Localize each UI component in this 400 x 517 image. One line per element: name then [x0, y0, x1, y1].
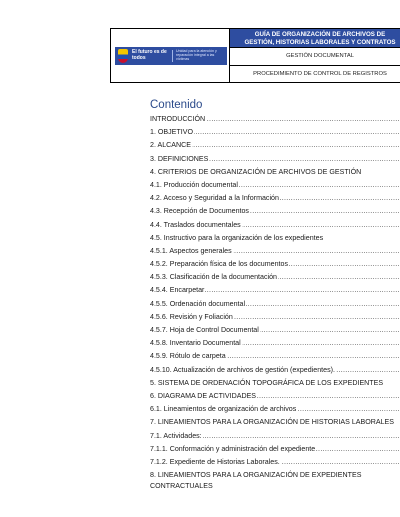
- toc-entry[interactable]: 7.1.2. Expediente de Historias Laborales. .....: [150, 456, 400, 469]
- toc-entry[interactable]: 4.5.1. Aspectos generales .....: [150, 245, 400, 258]
- toc-entry[interactable]: 4.5.9. Rótulo de carpeta .....: [150, 350, 400, 363]
- toc-entry[interactable]: 4.3. Recepción de Documentos .....: [150, 205, 400, 218]
- document-header: [110, 28, 400, 83]
- toc-entry[interactable]: 4.5.4. Encarpetar .....: [150, 284, 400, 297]
- logo-slogan: El futuro es de todos: [132, 49, 167, 61]
- document-title-line1: GUÍA DE ORGANIZACIÓN DE ARCHIVOS DE: [254, 31, 386, 38]
- toc-entry[interactable]: 3. DEFINICIONES .....: [150, 153, 400, 166]
- document-title-line2: GESTIÓN, HISTORIAS LABORALES Y CONTRATOS: [244, 38, 396, 46]
- toc-entry[interactable]: 7.1. Actividades: .....: [150, 430, 400, 443]
- procedure-name: PROCEDIMIENTO DE CONTROL DE REGISTROS: [230, 65, 400, 83]
- toc-entry[interactable]: 1. OBJETIVO .....: [150, 126, 400, 139]
- process-name: GESTIÓN DOCUMENTAL: [230, 47, 400, 65]
- toc-entry[interactable]: 6. DIAGRAMA DE ACTIVIDADES .....: [150, 390, 400, 403]
- table-of-contents: [150, 113, 400, 491]
- toc-entry[interactable]: 4.4. Traslados documentales .....: [150, 219, 400, 232]
- coat-of-arms-icon: [118, 49, 128, 63]
- government-logo: [115, 47, 227, 65]
- toc-entry[interactable]: 4.5.2. Preparación física de los documentos .....: [150, 258, 400, 271]
- toc-entry[interactable]: 6.1. Lineamientos de organización de archivos .....: [150, 403, 400, 416]
- toc-entry[interactable]: 4.5. Instructivo para la organización de los expedientes: [150, 233, 324, 242]
- toc-entry[interactable]: 4.5.8. Inventario Documental .....: [150, 337, 400, 350]
- toc-entry[interactable]: 4.5.7. Hoja de Control Documental .....: [150, 324, 400, 337]
- logo-cell: [110, 28, 230, 83]
- toc-entry[interactable]: INTRODUCCIÓN .....: [150, 113, 400, 126]
- document-title: [230, 28, 400, 47]
- toc-entry[interactable]: 8. LINEAMIENTOS PARA LA ORGANIZACIÓN DE EXPEDIENTES CONTRACTUALES: [150, 471, 362, 490]
- logo-divider: [172, 50, 173, 62]
- toc-heading: Contenido: [150, 99, 203, 111]
- toc-entry[interactable]: 4. CRITERIOS DE ORGANIZACIÓN DE ARCHIVOS DE GESTIÓN: [150, 167, 362, 176]
- toc-entry[interactable]: 4.2. Acceso y Seguridad a la Información .....: [150, 192, 400, 205]
- toc-entry[interactable]: 4.5.6. Revisión y Foliación .....: [150, 311, 400, 324]
- unidad-name: Unidad para la atención y reparación integral a las víctimas: [176, 49, 217, 62]
- toc-entry[interactable]: 5. SISTEMA DE ORDENACIÓN TOPOGRÁFICA DE LOS EXPEDIENTES: [150, 378, 384, 387]
- toc-entry[interactable]: 4.5.3. Clasificación de la documentación .....: [150, 271, 400, 284]
- toc-entry[interactable]: 4.1. Producción documental .....: [150, 179, 400, 192]
- toc-entry[interactable]: 4.5.10. Actualización de archivos de gestión (expedientes). .....: [150, 364, 400, 377]
- toc-entry[interactable]: 4.5.5. Ordenación documental .....: [150, 298, 400, 311]
- toc-entry[interactable]: 2. ALCANCE .....: [150, 139, 400, 152]
- toc-entry[interactable]: 7.1.1. Conformación y administración del expediente .....: [150, 443, 400, 456]
- toc-entry[interactable]: 7. LINEAMIENTOS PARA LA ORGANIZACIÓN DE HISTORIAS LABORALES: [150, 418, 395, 427]
